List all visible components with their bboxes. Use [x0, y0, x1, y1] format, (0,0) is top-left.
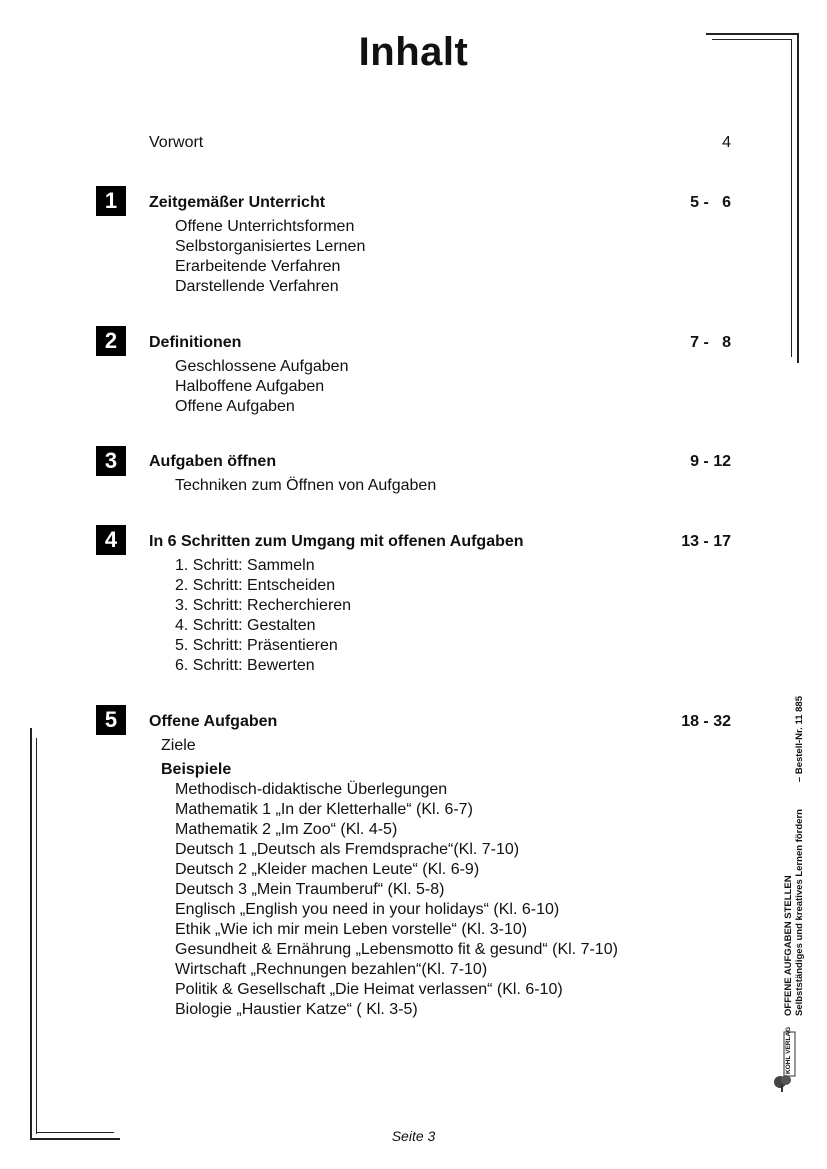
toc-subitem: Selbstorganisiertes Lernen: [175, 238, 366, 255]
page-footer: Seite 3: [391, 1128, 436, 1144]
page-title: Inhalt: [358, 30, 469, 74]
toc-ziele: Ziele: [161, 737, 196, 754]
toc-subitem: Erarbeitende Verfahren: [175, 258, 341, 275]
toc-subitem: 6. Schritt: Bewerten: [175, 657, 315, 674]
toc-subitem: 2. Schritt: Entscheiden: [175, 577, 336, 594]
toc-subitem: Wirtschaft „Rechnungen bezahlen“(Kl. 7-10): [175, 961, 488, 978]
toc-subitem: Gesundheit & Ernährung „Lebensmotto fit & gesund“ (Kl. 7-10): [175, 941, 618, 958]
side-book-info: [783, 696, 805, 1016]
toc-subitem: Techniken zum Öffnen von Aufgaben: [175, 477, 437, 494]
toc-vorwort-label: Vorwort: [149, 134, 204, 151]
toc-subitem: 3. Schritt: Recherchieren: [175, 597, 352, 614]
frame-right-vertical: [797, 33, 799, 363]
toc-vorwort-pages: 4: [722, 134, 731, 151]
frame-left-vertical-inner: [36, 738, 37, 1134]
chapter-number-box: 5: [96, 705, 126, 735]
toc-subitem: Deutsch 1 „Deutsch als Fremdsprache“(Kl. 7-10): [175, 841, 520, 858]
toc-subitem: Mathematik 1 „In der Kletterhalle“ (Kl. 6-7): [175, 801, 473, 818]
tree-logo-icon: [770, 1030, 798, 1094]
toc-subitem: Halboffene Aufgaben: [175, 378, 325, 395]
toc-subitem: Offene Aufgaben: [175, 398, 295, 415]
toc-subitem: 5. Schritt: Präsentieren: [175, 637, 338, 654]
chapter-number-box: 4: [96, 525, 126, 555]
toc-subitem: Biologie „Haustier Katze“ ( Kl. 3-5): [175, 1001, 418, 1018]
toc-beispiele: Beispiele: [161, 761, 232, 778]
toc-subitem: 4. Schritt: Gestalten: [175, 617, 316, 634]
chapter-pages: 18 - 32: [681, 713, 731, 730]
toc-subitem: Politik & Gesellschaft „Die Heimat verlassen“ (Kl. 6-10): [175, 981, 563, 998]
chapter-number-box: 2: [96, 326, 126, 356]
chapter-title: Aufgaben öffnen: [149, 453, 277, 470]
side-book-title: OFFENE AUFGABEN STELLEN: [783, 875, 794, 1016]
chapter-pages: 9 - 12: [690, 453, 731, 470]
toc-subitem: Ethik „Wie ich mir mein Leben vorstelle“ (Kl. 3-10): [175, 921, 528, 938]
chapter-pages: 13 - 17: [681, 533, 731, 550]
publisher-logo-text: KOHL VERLAG: [785, 1026, 792, 1074]
chapter-title: In 6 Schritten zum Umgang mit offenen Aufgaben: [149, 533, 524, 550]
toc-subitem: 1. Schritt: Sammeln: [175, 557, 315, 574]
chapter-number-box: 3: [96, 446, 126, 476]
chapter-pages: 7 - 8: [690, 334, 731, 351]
publisher-logo: [770, 1026, 798, 1094]
side-book-subtitle: Selbstständiges und kreatives Lernen fördern: [794, 809, 805, 1016]
toc-subitem: Offene Unterrichtsformen: [175, 218, 355, 235]
side-order-number: – Bestell-Nr. 11 885: [794, 696, 805, 783]
chapter-pages: 5 - 6: [690, 194, 731, 211]
toc-subitem: Deutsch 2 „Kleider machen Leute“ (Kl. 6-9): [175, 861, 480, 878]
toc-subitem: Englisch „English you need in your holidays“ (Kl. 6-10): [175, 901, 560, 918]
chapter-title: Zeitgemäßer Unterricht: [149, 194, 326, 211]
toc-subitem: Methodisch-didaktische Überlegungen: [175, 781, 448, 798]
chapter-title: Definitionen: [149, 334, 242, 351]
frame-right-vertical-inner: [791, 39, 792, 357]
frame-left-vertical: [30, 728, 32, 1140]
toc-subitem: Deutsch 3 „Mein Traumberuf“ (Kl. 5-8): [175, 881, 445, 898]
chapter-number-box: 1: [96, 186, 126, 216]
toc-subitem: Mathematik 2 „Im Zoo“ (Kl. 4-5): [175, 821, 398, 838]
toc-subitem: Geschlossene Aufgaben: [175, 358, 349, 375]
chapter-title: Offene Aufgaben: [149, 713, 278, 730]
toc-subitem: Darstellende Verfahren: [175, 278, 339, 295]
